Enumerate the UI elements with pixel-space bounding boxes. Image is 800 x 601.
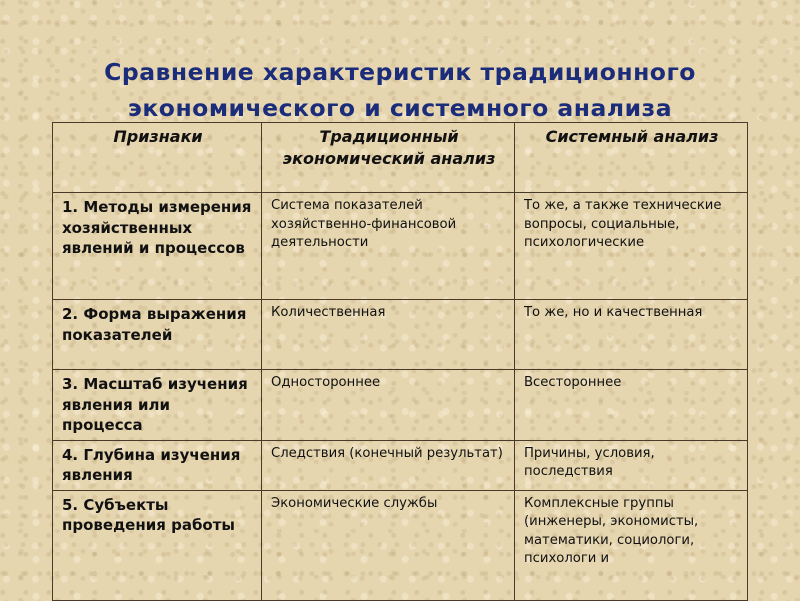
systemic-cell: Всестороннее	[515, 370, 748, 441]
slide-title-line-1: Сравнение характеристик традиционного	[104, 57, 696, 86]
comparison-table	[52, 122, 748, 601]
table-row	[53, 490, 748, 600]
traditional-cell: Количественная	[262, 300, 515, 370]
feature-cell: 3. Масштаб изучения явления или процесса	[53, 370, 262, 441]
table-header-row	[53, 123, 748, 193]
slide-title-line-2: экономического и системного анализа	[127, 93, 673, 122]
traditional-cell: Экономические службы	[262, 490, 515, 600]
traditional-cell: Одностороннее	[262, 370, 515, 441]
table-row	[53, 440, 748, 490]
traditional-cell: Следствия (конечный результат)	[262, 440, 515, 490]
feature-cell: 1. Методы измерения хозяйственных явлений и процессов	[53, 193, 262, 300]
feature-cell: 2. Форма выражения показателей	[53, 300, 262, 370]
header-systemic: Системный анализ	[515, 123, 748, 193]
systemic-cell: Причины, условия, последствия	[515, 440, 748, 490]
systemic-cell: То же, а также технические вопросы, социальные, психологические	[515, 193, 748, 300]
systemic-cell: То же, но и качественная	[515, 300, 748, 370]
systemic-cell: Комплексные группы (инженеры, экономисты, математики, социологи, психологи и	[515, 490, 748, 600]
feature-cell: 5. Субъекты проведения работы	[53, 490, 262, 600]
table-row	[53, 300, 748, 370]
feature-cell: 4. Глубина изучения явления	[53, 440, 262, 490]
header-features: Признаки	[53, 123, 262, 193]
header-traditional: Традиционный экономический анализ	[262, 123, 515, 193]
traditional-cell: Система показателей хозяйственно-финансовой деятельности	[262, 193, 515, 300]
slide-title	[0, 54, 800, 126]
table-row	[53, 193, 748, 300]
table-row	[53, 370, 748, 441]
